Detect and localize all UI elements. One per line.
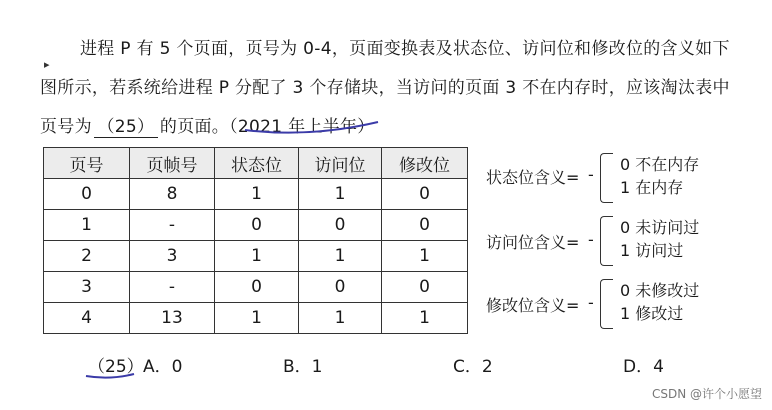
table-cell: 0 <box>382 272 468 303</box>
dash-icon: - <box>588 230 594 249</box>
table-cell: 8 <box>130 179 215 210</box>
table-cell: 0 <box>215 272 299 303</box>
table-row <box>44 210 468 241</box>
table-cell: - <box>130 272 215 303</box>
brace-icon <box>600 216 613 266</box>
legend-option: 1 访问过 <box>620 241 684 260</box>
table-cell: 3 <box>44 272 130 303</box>
question-text <box>40 30 740 147</box>
question-number: （25） <box>88 357 144 377</box>
question-line-3-close: ） <box>357 117 375 137</box>
dash-icon: - <box>588 293 594 312</box>
legend-option: 1 修改过 <box>620 304 684 323</box>
legend-label: 修改位含义= <box>486 296 580 315</box>
table-cell: - <box>130 210 215 241</box>
legend-label: 访问位含义= <box>486 233 580 252</box>
mouse-cursor-icon: ▸ <box>44 58 50 71</box>
answer-blank: （25） <box>94 117 158 138</box>
table-header-row <box>44 148 468 179</box>
table-cell: 13 <box>130 303 215 334</box>
table-row <box>44 241 468 272</box>
question-line-3 <box>40 108 740 147</box>
choice-d[interactable]: D．4 <box>623 357 664 377</box>
table-cell: 0 <box>44 179 130 210</box>
column-header: 修改位 <box>382 148 468 179</box>
column-header: 页帧号 <box>130 148 215 179</box>
choice-a[interactable]: A．0 <box>143 357 183 377</box>
table-cell: 0 <box>382 210 468 241</box>
legend-option: 0 不在内存 <box>620 155 700 174</box>
table-row <box>44 303 468 334</box>
table-cell: 1 <box>299 179 382 210</box>
table-cell: 1 <box>215 303 299 334</box>
question-line-2: 图所示，若系统给进程 P 分配了 3 个存储块，当访问的页面 3 不在内存时，应该淘汰表中 <box>40 78 730 98</box>
table-cell: 3 <box>130 241 215 272</box>
table-cell: 0 <box>215 210 299 241</box>
column-header: 状态位 <box>215 148 299 179</box>
column-header: 页号 <box>44 148 130 179</box>
choice-b[interactable]: B．1 <box>283 357 323 377</box>
page-table <box>43 147 468 334</box>
table-cell: 0 <box>299 272 382 303</box>
table-cell: 1 <box>299 303 382 334</box>
legend-option: 0 未修改过 <box>620 281 700 300</box>
table-cell: 0 <box>382 179 468 210</box>
table-cell: 1 <box>215 179 299 210</box>
table-cell: 1 <box>382 303 468 334</box>
table-cell: 1 <box>382 241 468 272</box>
exam-year-label: 2021 年上半年 <box>237 117 358 137</box>
table-row <box>44 272 468 303</box>
choice-c[interactable]: C．2 <box>453 357 493 377</box>
legend-option: 0 未访问过 <box>620 218 700 237</box>
brace-icon <box>600 153 613 203</box>
table-cell: 1 <box>299 241 382 272</box>
brace-icon <box>600 279 613 329</box>
table-cell: 2 <box>44 241 130 272</box>
question-line-3-suffix: 的页面。（ <box>159 117 238 137</box>
question-line-1: 进程 P 有 5 个页面，页号为 0-4，页面变换表及状态位、访问位和修改位的含义如下 <box>80 39 730 59</box>
table-cell: 1 <box>44 210 130 241</box>
table-cell: 0 <box>299 210 382 241</box>
table-cell: 4 <box>44 303 130 334</box>
dash-icon: - <box>588 165 594 184</box>
table-cell: 1 <box>215 241 299 272</box>
table-row <box>44 179 468 210</box>
legend-option: 1 在内存 <box>620 178 684 197</box>
question-line-3-prefix: 页号为 <box>40 117 92 137</box>
column-header: 访问位 <box>299 148 382 179</box>
watermark: CSDN @许个小愿望 <box>651 387 762 401</box>
legend-label: 状态位含义= <box>486 168 580 187</box>
